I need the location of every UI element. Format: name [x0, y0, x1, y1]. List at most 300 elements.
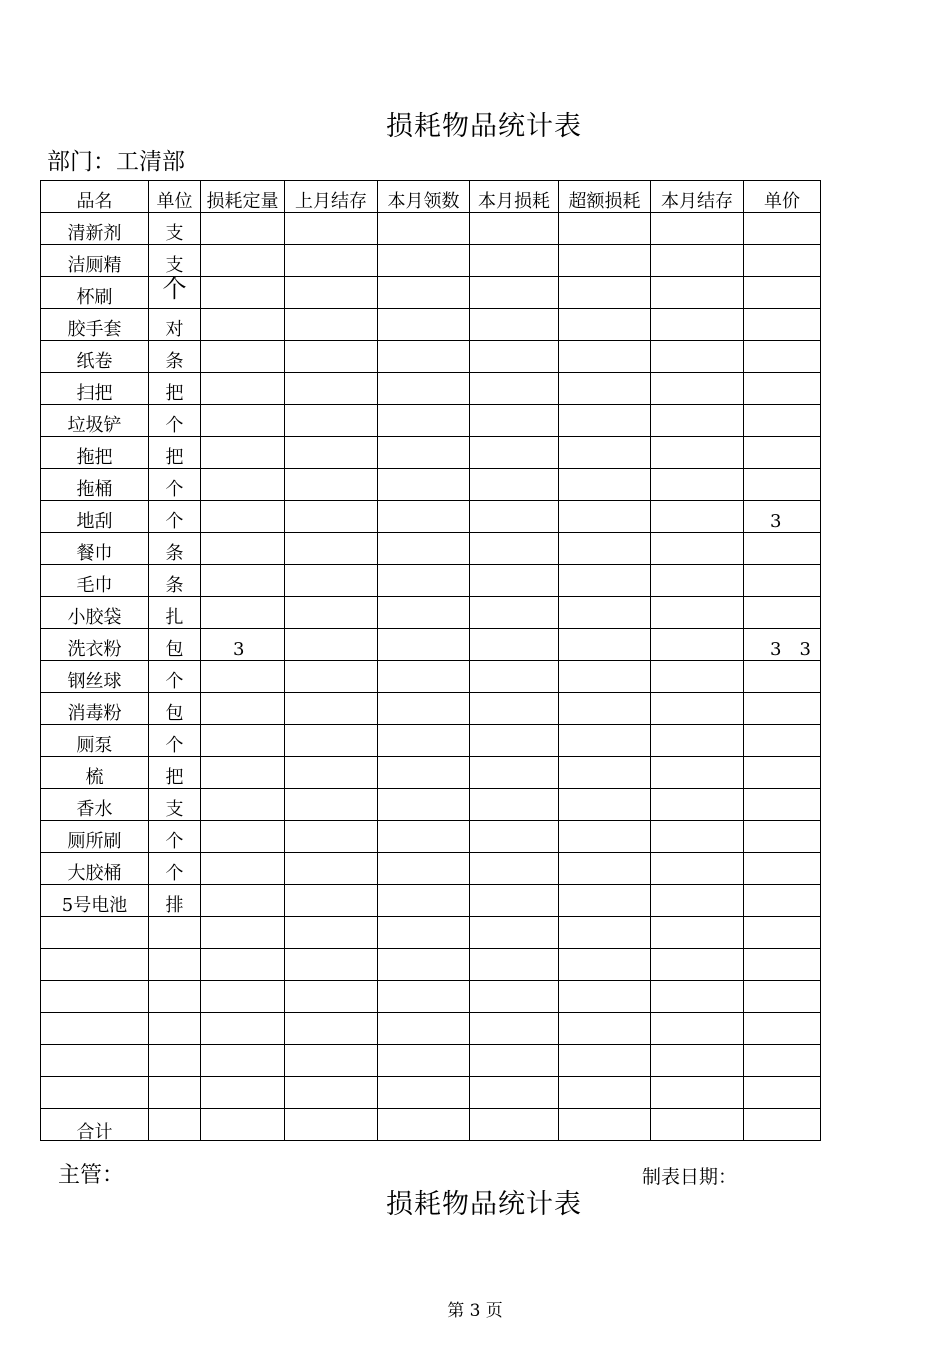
table-row — [41, 213, 821, 245]
unit-cell: 把 — [149, 373, 201, 405]
table-cell — [285, 501, 378, 533]
table-cell — [744, 693, 821, 725]
total-cell — [470, 1109, 559, 1141]
table-row — [41, 661, 821, 693]
table-row — [41, 341, 821, 373]
department-label: 部门：工清部 — [47, 149, 185, 175]
table-cell — [651, 373, 744, 405]
table-cell — [744, 789, 821, 821]
table-cell — [378, 341, 470, 373]
total-row — [41, 1109, 821, 1141]
item-name-cell — [41, 1077, 149, 1109]
unit-cell: 条 — [149, 341, 201, 373]
table-row — [41, 373, 821, 405]
total-cell — [744, 1109, 821, 1141]
table-cell — [201, 949, 285, 981]
table-cell — [559, 277, 651, 309]
unit-cell: 支 — [149, 789, 201, 821]
table-cell — [378, 885, 470, 917]
table-cell — [651, 693, 744, 725]
column-header: 上月结存 — [285, 181, 378, 213]
column-header: 损耗定量 — [201, 181, 285, 213]
table-cell — [285, 981, 378, 1013]
table-cell — [378, 565, 470, 597]
item-name-cell: 小胶袋 — [41, 597, 149, 629]
table-row — [41, 1077, 821, 1109]
table-cell — [285, 1077, 378, 1109]
table-cell — [285, 661, 378, 693]
table-cell — [285, 373, 378, 405]
table-cell — [744, 917, 821, 949]
table-cell — [470, 597, 559, 629]
page-title-repeat: 损耗物品统计表 — [386, 1189, 582, 1220]
table-cell — [651, 277, 744, 309]
unit-cell: 把 — [149, 757, 201, 789]
column-header: 单位 — [149, 181, 201, 213]
table-cell — [201, 405, 285, 437]
table-row — [41, 789, 821, 821]
item-name-cell — [41, 981, 149, 1013]
table-cell — [378, 725, 470, 757]
item-name-cell — [41, 1045, 149, 1077]
table-cell — [201, 725, 285, 757]
item-name-cell: 餐巾 — [41, 533, 149, 565]
table-row — [41, 821, 821, 853]
table-cell — [285, 277, 378, 309]
table-cell — [201, 373, 285, 405]
table-cell — [651, 789, 744, 821]
item-name-cell — [41, 1013, 149, 1045]
table-cell — [651, 757, 744, 789]
total-cell — [378, 1109, 470, 1141]
table-cell — [744, 469, 821, 501]
table-cell — [470, 757, 559, 789]
table-cell — [285, 245, 378, 277]
table-cell — [559, 1077, 651, 1109]
table-cell — [285, 1045, 378, 1077]
table-row — [41, 1013, 821, 1045]
table-cell — [651, 405, 744, 437]
table-cell — [378, 213, 470, 245]
table-cell — [744, 1013, 821, 1045]
unit-cell: 个 — [149, 469, 201, 501]
unit-cell — [149, 1077, 201, 1109]
table-cell — [559, 981, 651, 1013]
unit-cell: 个 — [149, 821, 201, 853]
table-cell — [651, 341, 744, 373]
table-cell — [470, 917, 559, 949]
table-cell — [744, 885, 821, 917]
table-cell — [470, 565, 559, 597]
table-cell — [201, 1045, 285, 1077]
table-cell — [744, 949, 821, 981]
table-row — [41, 725, 821, 757]
table-cell — [744, 757, 821, 789]
table-cell — [378, 661, 470, 693]
table-cell — [470, 821, 559, 853]
unit-cell: 把 — [149, 437, 201, 469]
table-cell — [559, 1013, 651, 1045]
table-cell: 3 3 — [744, 629, 821, 661]
item-name-cell: 洗衣粉 — [41, 629, 149, 661]
table-cell — [744, 821, 821, 853]
total-cell — [559, 1109, 651, 1141]
unit-cell: 个 — [149, 725, 201, 757]
table-cell — [378, 789, 470, 821]
table-cell — [378, 693, 470, 725]
table-cell — [201, 565, 285, 597]
table-row — [41, 565, 821, 597]
table-cell — [201, 821, 285, 853]
table-row — [41, 437, 821, 469]
table-cell — [651, 597, 744, 629]
table-cell — [378, 469, 470, 501]
table-cell — [285, 757, 378, 789]
table-cell — [201, 597, 285, 629]
table-cell — [744, 853, 821, 885]
header-row — [41, 181, 821, 213]
item-name-cell: 清新剂 — [41, 213, 149, 245]
unit-cell — [149, 1013, 201, 1045]
table-cell — [559, 661, 651, 693]
table-cell — [285, 565, 378, 597]
table-cell — [285, 789, 378, 821]
table-cell — [651, 437, 744, 469]
table-cell — [559, 821, 651, 853]
table-row — [41, 981, 821, 1013]
item-name-cell: 梳 — [41, 757, 149, 789]
unit-cell: 个 — [149, 661, 201, 693]
table-cell — [744, 725, 821, 757]
table-cell — [559, 565, 651, 597]
table-cell — [470, 373, 559, 405]
item-name-cell: 大胶桶 — [41, 853, 149, 885]
table-cell — [559, 757, 651, 789]
table-cell — [651, 661, 744, 693]
table-cell — [744, 373, 821, 405]
table-cell — [470, 661, 559, 693]
table-row — [41, 949, 821, 981]
item-name-cell: 厕所刷 — [41, 821, 149, 853]
item-name-cell: 胶手套 — [41, 309, 149, 341]
table-cell — [651, 981, 744, 1013]
table-cell — [378, 405, 470, 437]
table-cell — [651, 245, 744, 277]
table-cell — [201, 533, 285, 565]
table-cell — [651, 629, 744, 661]
table-cell — [470, 341, 559, 373]
table-cell — [378, 533, 470, 565]
table-cell — [285, 917, 378, 949]
table-cell — [378, 1013, 470, 1045]
table-cell — [285, 853, 378, 885]
table-cell — [559, 949, 651, 981]
table-cell — [285, 341, 378, 373]
table-cell — [378, 981, 470, 1013]
table-cell — [285, 309, 378, 341]
table-cell — [201, 309, 285, 341]
table-row — [41, 853, 821, 885]
table-cell — [285, 405, 378, 437]
table-cell — [744, 661, 821, 693]
total-cell — [149, 1109, 201, 1141]
table-cell — [559, 597, 651, 629]
unit-cell — [149, 1045, 201, 1077]
table-cell — [744, 1045, 821, 1077]
table-cell — [744, 981, 821, 1013]
table-cell — [470, 1045, 559, 1077]
table-cell — [285, 693, 378, 725]
page-number: 第 3 页 — [447, 1301, 503, 1321]
table-cell — [285, 1013, 378, 1045]
table-cell — [470, 277, 559, 309]
table-cell — [559, 917, 651, 949]
total-label: 合计 — [41, 1109, 149, 1141]
table-cell — [285, 821, 378, 853]
table-cell — [201, 1077, 285, 1109]
table-row — [41, 469, 821, 501]
item-name-cell: 地刮 — [41, 501, 149, 533]
table-cell — [470, 981, 559, 1013]
table-cell — [470, 533, 559, 565]
item-name-cell: 拖把 — [41, 437, 149, 469]
table-cell — [559, 437, 651, 469]
column-header: 本月损耗 — [470, 181, 559, 213]
table-row — [41, 309, 821, 341]
total-cell — [201, 1109, 285, 1141]
statistics-table — [40, 180, 821, 1141]
table-cell — [285, 949, 378, 981]
table-row — [41, 405, 821, 437]
table-cell — [559, 341, 651, 373]
table-cell: 3 — [201, 629, 285, 661]
table-cell — [470, 693, 559, 725]
table-cell — [201, 693, 285, 725]
table-cell — [201, 917, 285, 949]
table-cell — [378, 597, 470, 629]
table-cell — [651, 565, 744, 597]
unit-cell: 条 — [149, 565, 201, 597]
table-row — [41, 533, 821, 565]
table-cell — [651, 533, 744, 565]
table-cell — [201, 213, 285, 245]
made-date-label: 制表日期： — [642, 1166, 738, 1188]
table-cell — [470, 725, 559, 757]
table-cell — [470, 213, 559, 245]
table-cell — [559, 629, 651, 661]
table-cell — [201, 757, 285, 789]
table-cell — [378, 821, 470, 853]
table-cell — [470, 1077, 559, 1109]
page-title: 损耗物品统计表 — [386, 111, 582, 142]
table-cell — [201, 245, 285, 277]
table-row — [41, 693, 821, 725]
table-cell — [201, 341, 285, 373]
unit-cell — [149, 949, 201, 981]
column-header: 本月领数 — [378, 181, 470, 213]
table-cell — [744, 245, 821, 277]
table-cell — [470, 469, 559, 501]
item-name-cell: 扫把 — [41, 373, 149, 405]
item-name-cell: 毛巾 — [41, 565, 149, 597]
table-cell — [378, 949, 470, 981]
table-cell — [470, 245, 559, 277]
item-name-cell: 拖桶 — [41, 469, 149, 501]
unit-cell: 扎 — [149, 597, 201, 629]
unit-cell: 个 — [149, 277, 201, 309]
table-cell — [378, 245, 470, 277]
table-row — [41, 501, 821, 533]
table-cell — [285, 469, 378, 501]
table-cell — [559, 373, 651, 405]
unit-cell: 对 — [149, 309, 201, 341]
table-cell — [201, 885, 285, 917]
table-cell — [559, 789, 651, 821]
item-name-cell — [41, 949, 149, 981]
table-cell — [559, 1045, 651, 1077]
table-cell — [378, 1077, 470, 1109]
column-header: 单价 — [744, 181, 821, 213]
table-cell — [744, 437, 821, 469]
unit-cell: 个 — [149, 405, 201, 437]
table-cell — [378, 309, 470, 341]
table-cell — [651, 309, 744, 341]
table-cell — [559, 885, 651, 917]
table-cell — [378, 757, 470, 789]
table-cell — [651, 885, 744, 917]
table-cell — [470, 885, 559, 917]
table-cell — [470, 309, 559, 341]
table-cell — [559, 469, 651, 501]
unit-cell: 个 — [149, 853, 201, 885]
table-cell — [285, 885, 378, 917]
unit-cell — [149, 917, 201, 949]
table-row — [41, 277, 821, 309]
table-cell — [378, 277, 470, 309]
item-name-cell: 香水 — [41, 789, 149, 821]
unit-cell: 个 — [149, 501, 201, 533]
table-cell — [201, 853, 285, 885]
table-row — [41, 885, 821, 917]
table-cell — [744, 405, 821, 437]
table-cell — [559, 501, 651, 533]
table-cell — [285, 597, 378, 629]
table-cell — [378, 917, 470, 949]
column-header: 本月结存 — [651, 181, 744, 213]
table-cell — [378, 373, 470, 405]
table-cell — [285, 213, 378, 245]
table-row — [41, 629, 821, 661]
item-name-cell — [41, 917, 149, 949]
table-cell: 3 — [744, 501, 821, 533]
table-cell — [201, 981, 285, 1013]
table-row — [41, 597, 821, 629]
table-cell — [651, 853, 744, 885]
total-cell — [651, 1109, 744, 1141]
table-cell — [651, 949, 744, 981]
table-cell — [651, 917, 744, 949]
table-row — [41, 245, 821, 277]
unit-cell: 包 — [149, 629, 201, 661]
table-cell — [470, 629, 559, 661]
table-cell — [201, 1013, 285, 1045]
table-cell — [470, 405, 559, 437]
table-cell — [651, 725, 744, 757]
table-cell — [285, 533, 378, 565]
table-cell — [559, 533, 651, 565]
table-cell — [744, 341, 821, 373]
table-cell — [744, 597, 821, 629]
table-cell — [559, 725, 651, 757]
item-name-cell: 垃圾铲 — [41, 405, 149, 437]
table-cell — [651, 469, 744, 501]
table-row — [41, 917, 821, 949]
table-cell — [285, 629, 378, 661]
table-cell — [470, 437, 559, 469]
item-name-cell: 消毒粉 — [41, 693, 149, 725]
table-cell — [378, 629, 470, 661]
table-cell — [201, 277, 285, 309]
table-cell — [559, 405, 651, 437]
item-name-cell: 洁厕精 — [41, 245, 149, 277]
table-cell — [559, 853, 651, 885]
table-cell — [201, 661, 285, 693]
item-name-cell: 5号电池 — [41, 885, 149, 917]
item-name-cell: 钢丝球 — [41, 661, 149, 693]
table-cell — [201, 437, 285, 469]
table-cell — [378, 437, 470, 469]
table-cell — [744, 1077, 821, 1109]
unit-cell: 包 — [149, 693, 201, 725]
table-cell — [651, 501, 744, 533]
table-cell — [201, 789, 285, 821]
table-cell — [559, 693, 651, 725]
total-cell — [285, 1109, 378, 1141]
table-cell — [651, 821, 744, 853]
table-cell — [559, 309, 651, 341]
unit-cell: 排 — [149, 885, 201, 917]
table-cell — [378, 1045, 470, 1077]
table-cell — [744, 277, 821, 309]
item-name-cell: 厕泵 — [41, 725, 149, 757]
table-cell — [470, 1013, 559, 1045]
item-name-cell: 纸卷 — [41, 341, 149, 373]
table-cell — [285, 437, 378, 469]
table-cell — [559, 245, 651, 277]
table-cell — [285, 725, 378, 757]
table-cell — [744, 309, 821, 341]
table-cell — [559, 213, 651, 245]
column-header: 品名 — [41, 181, 149, 213]
column-header: 超额损耗 — [559, 181, 651, 213]
table-row — [41, 757, 821, 789]
item-name-cell: 杯刷 — [41, 277, 149, 309]
unit-cell: 支 — [149, 245, 201, 277]
table-cell — [470, 501, 559, 533]
table-cell — [470, 789, 559, 821]
table-cell — [651, 213, 744, 245]
table-cell — [744, 533, 821, 565]
table-cell — [470, 853, 559, 885]
unit-cell: 支 — [149, 213, 201, 245]
unit-cell: 条 — [149, 533, 201, 565]
table-cell — [744, 565, 821, 597]
table-cell — [201, 501, 285, 533]
table-cell — [470, 949, 559, 981]
table-cell — [651, 1077, 744, 1109]
table-row — [41, 1045, 821, 1077]
supervisor-label: 主管： — [58, 1163, 125, 1188]
